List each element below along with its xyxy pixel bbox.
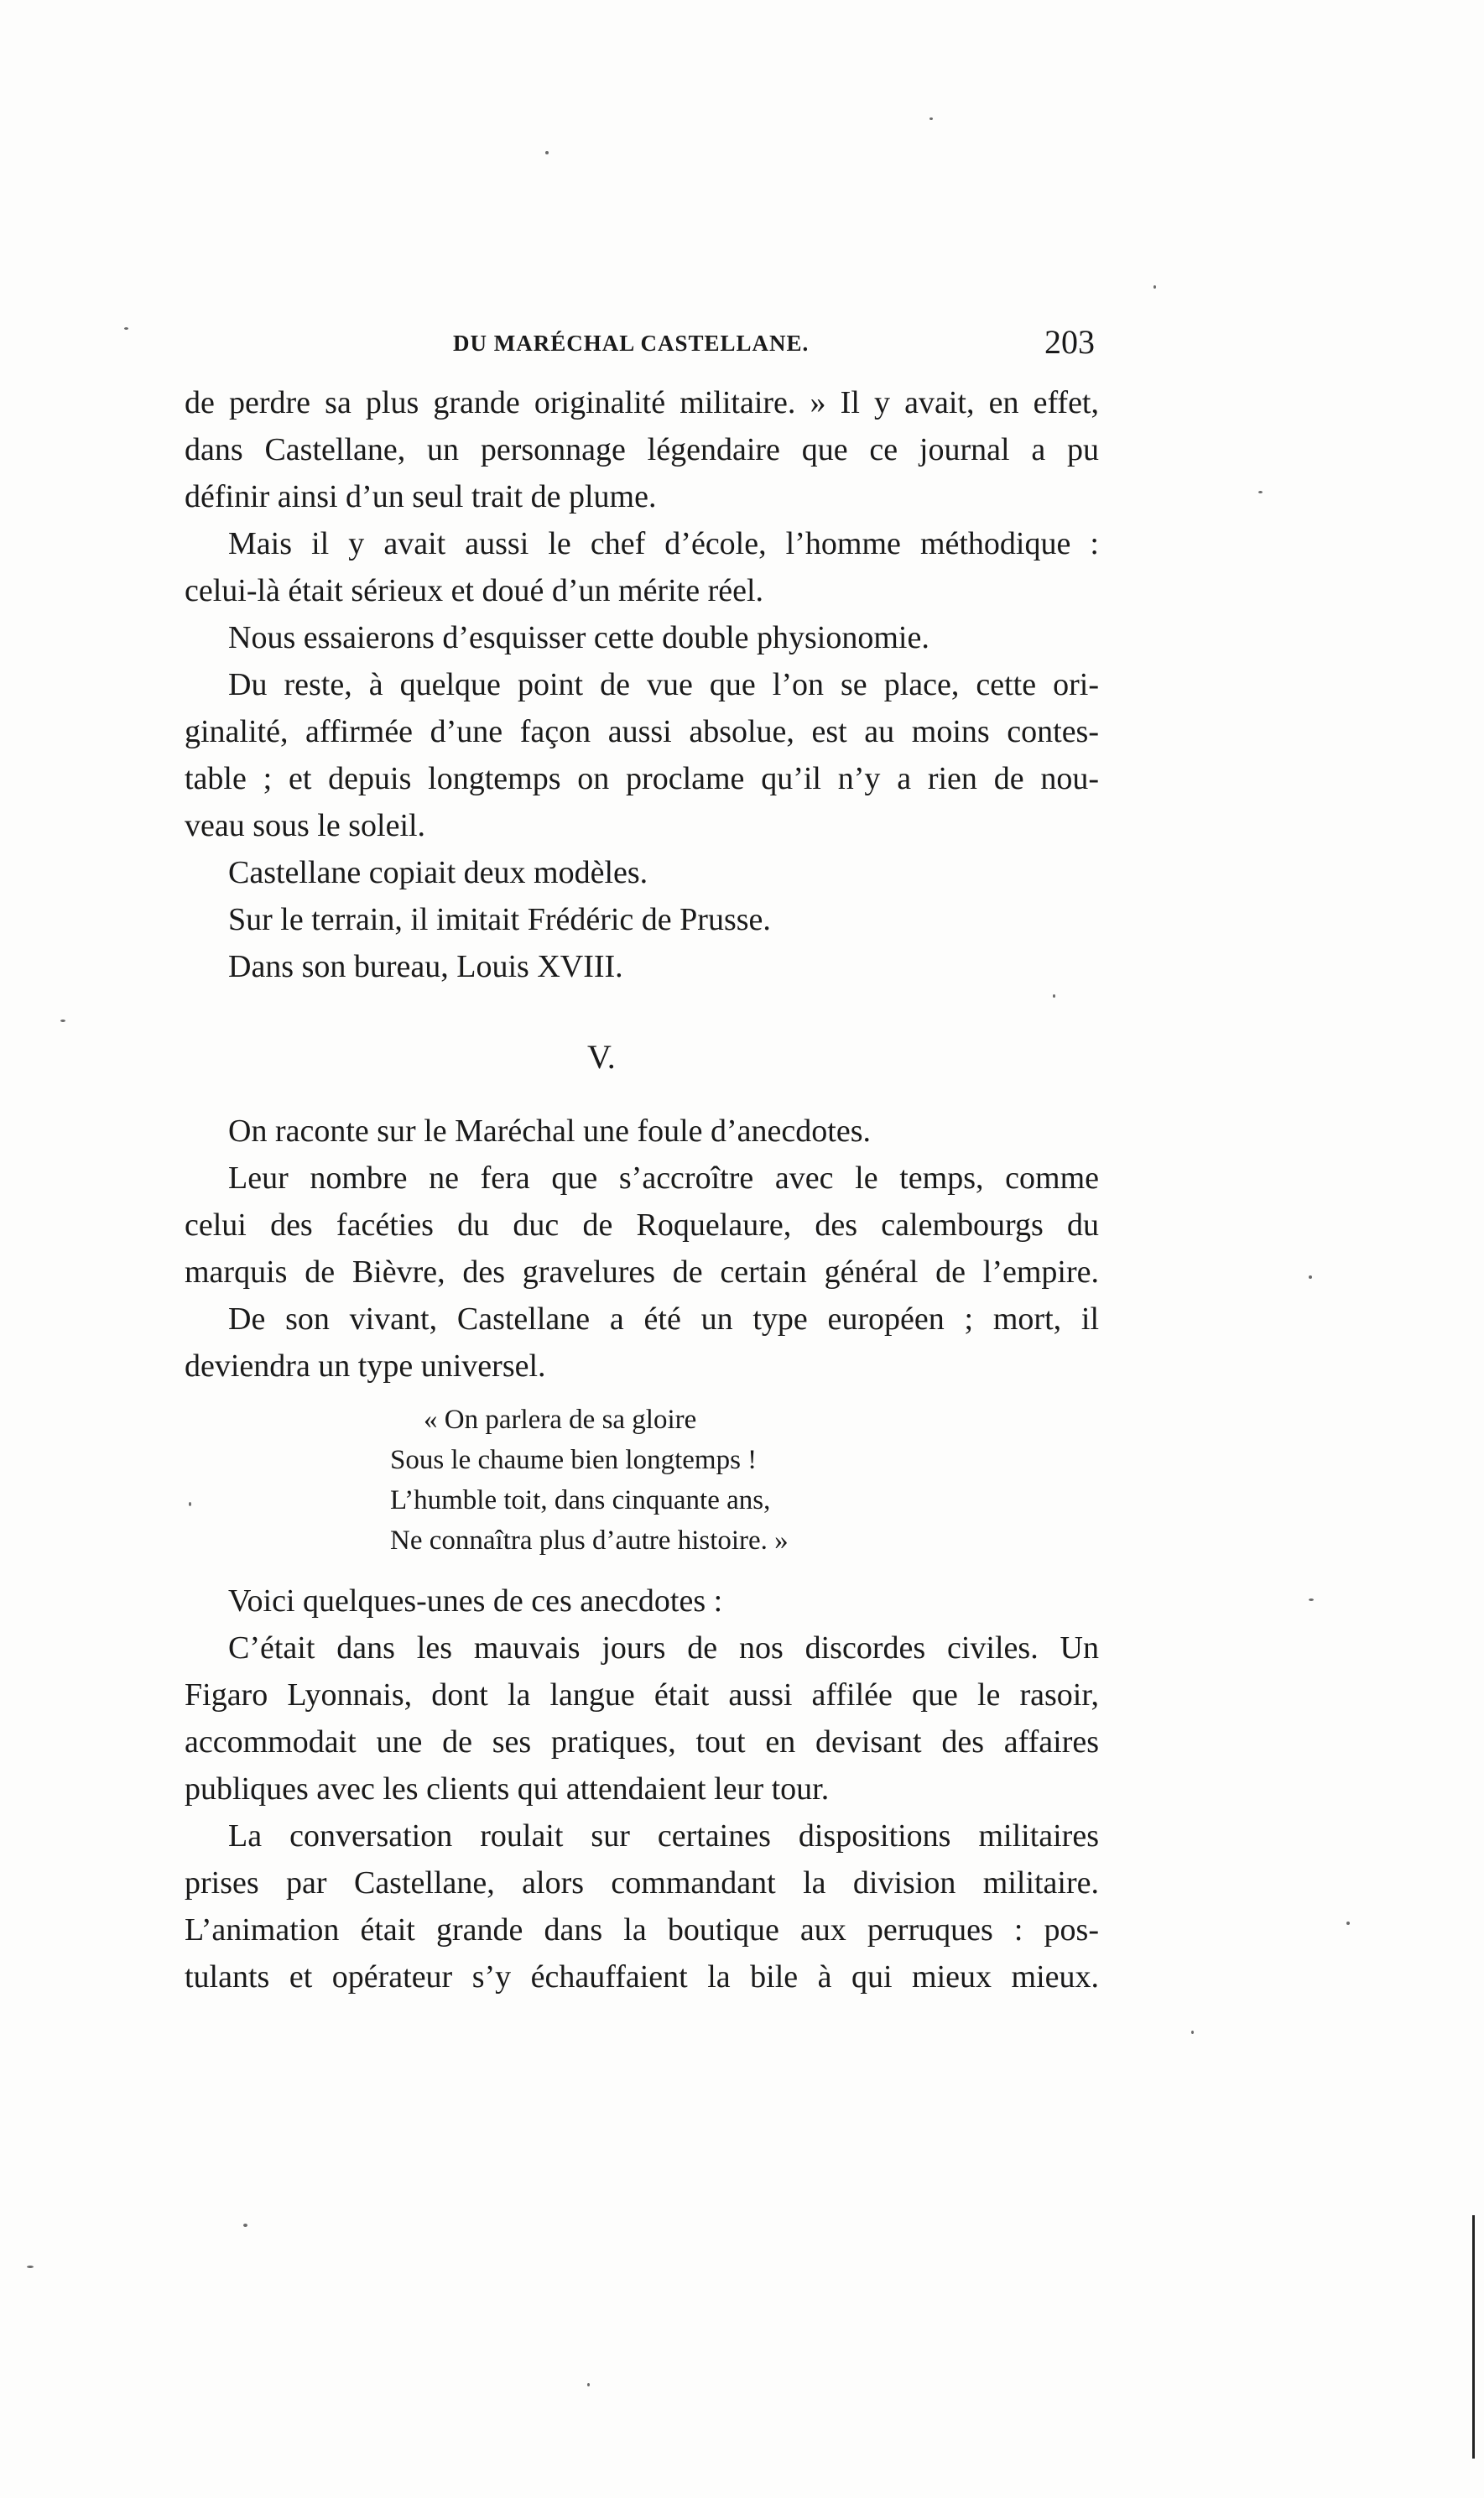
scan-speck [545, 151, 549, 154]
text-block-top [185, 379, 1099, 990]
text-line: accommodait une de ses pratiques, tout en devisant des affaires [185, 1724, 1099, 1760]
scan-speck [1309, 1275, 1312, 1279]
text-line: L’animation était grande dans la boutique aux perruques : pos- [185, 1912, 1099, 1948]
text-block-middle [185, 1108, 1099, 1390]
text-line: C’était dans les mauvais jours de nos discordes civiles. Un [228, 1630, 1099, 1666]
text-line: table ; et depuis longtemps on proclame qu’il n’y a rien de nou- [185, 761, 1099, 796]
running-head [411, 323, 1107, 369]
scan-speck [1053, 994, 1055, 998]
text-line: celui-là était sérieux et doué d’un mérite réel. [185, 573, 764, 608]
text-line: prises par Castellane, alors commandant la division militaire. [185, 1865, 1099, 1901]
scan-speck [243, 2224, 247, 2227]
scan-speck [189, 1502, 191, 1506]
page-edge-mark [1472, 2215, 1475, 2459]
scan-speck [27, 2266, 34, 2268]
page-number: 203 [1044, 323, 1095, 361]
text-line: tulants et opérateur s’y échauffaient la bile à qui mieux mieux. [185, 1959, 1099, 1995]
running-title: DU MARÉCHAL CASTELLANE. [453, 331, 810, 356]
text-line: Leur nombre ne fera que s’accroître avec le temps, comme [228, 1160, 1099, 1196]
text-block-bottom [185, 1578, 1099, 2000]
verse-line: L’humble toit, dans cinquante ans, [390, 1485, 771, 1515]
text-line: De son vivant, Castellane a été un type européen ; mort, il [228, 1301, 1099, 1337]
text-line: veau sous le soleil. [185, 808, 426, 843]
scan-speck [1309, 1598, 1314, 1601]
text-line: Sur le terrain, il imitait Frédéric de Prusse. [228, 902, 771, 937]
text-line: dans Castellane, un personnage légendaire que ce journal a pu [185, 432, 1099, 467]
scan-speck [60, 1020, 65, 1022]
verse-line: « On parlera de sa gloire [424, 1405, 697, 1435]
scan-speck [929, 117, 933, 120]
text-line: deviendra un type universel. [185, 1348, 546, 1384]
text-line: définir ainsi d’un seul trait de plume. [185, 479, 657, 514]
text-line: Mais il y avait aussi le chef d’école, l’homme méthodique : [228, 526, 1099, 561]
text-line: On raconte sur le Maréchal une foule d’anecdotes. [228, 1113, 871, 1149]
section-number: V. [587, 1038, 616, 1076]
text-line: publiques avec les clients qui attendaient leur tour. [185, 1771, 830, 1807]
scan-speck [1258, 491, 1263, 493]
text-line: Voici quelques-unes de ces anecdotes : [228, 1583, 723, 1619]
scan-speck [1191, 2031, 1194, 2034]
verse-line: Ne connaîtra plus d’autre histoire. » [390, 1525, 789, 1556]
verse-quotation [390, 1400, 977, 1561]
text-line: de perdre sa plus grande originalité militaire. » Il y avait, en effet, [185, 385, 1099, 420]
text-line: Dans son bureau, Louis XVIII. [228, 949, 623, 984]
scan-speck [587, 2383, 590, 2386]
text-line: Du reste, à quelque point de vue que l’on se place, cette ori- [228, 667, 1099, 702]
text-line: Nous essaierons d’esquisser cette double physionomie. [228, 620, 929, 655]
scan-speck [1153, 285, 1156, 289]
text-line: celui des facéties du duc de Roquelaure, des calembourgs du [185, 1207, 1099, 1243]
text-line: marquis de Bièvre, des gravelures de certain général de l’empire. [185, 1254, 1099, 1290]
verse-line: Sous le chaume bien longtemps ! [390, 1445, 758, 1475]
scan-speck [1346, 1922, 1350, 1925]
text-line: Castellane copiait deux modèles. [228, 855, 648, 890]
text-line: ginalité, affirmée d’une façon aussi absolue, est au moins contes- [185, 714, 1099, 749]
text-line: Figaro Lyonnais, dont la langue était aussi affilée que le rasoir, [185, 1677, 1099, 1713]
scan-speck [124, 327, 128, 330]
text-line: La conversation roulait sur certaines dispositions militaires [228, 1818, 1099, 1854]
